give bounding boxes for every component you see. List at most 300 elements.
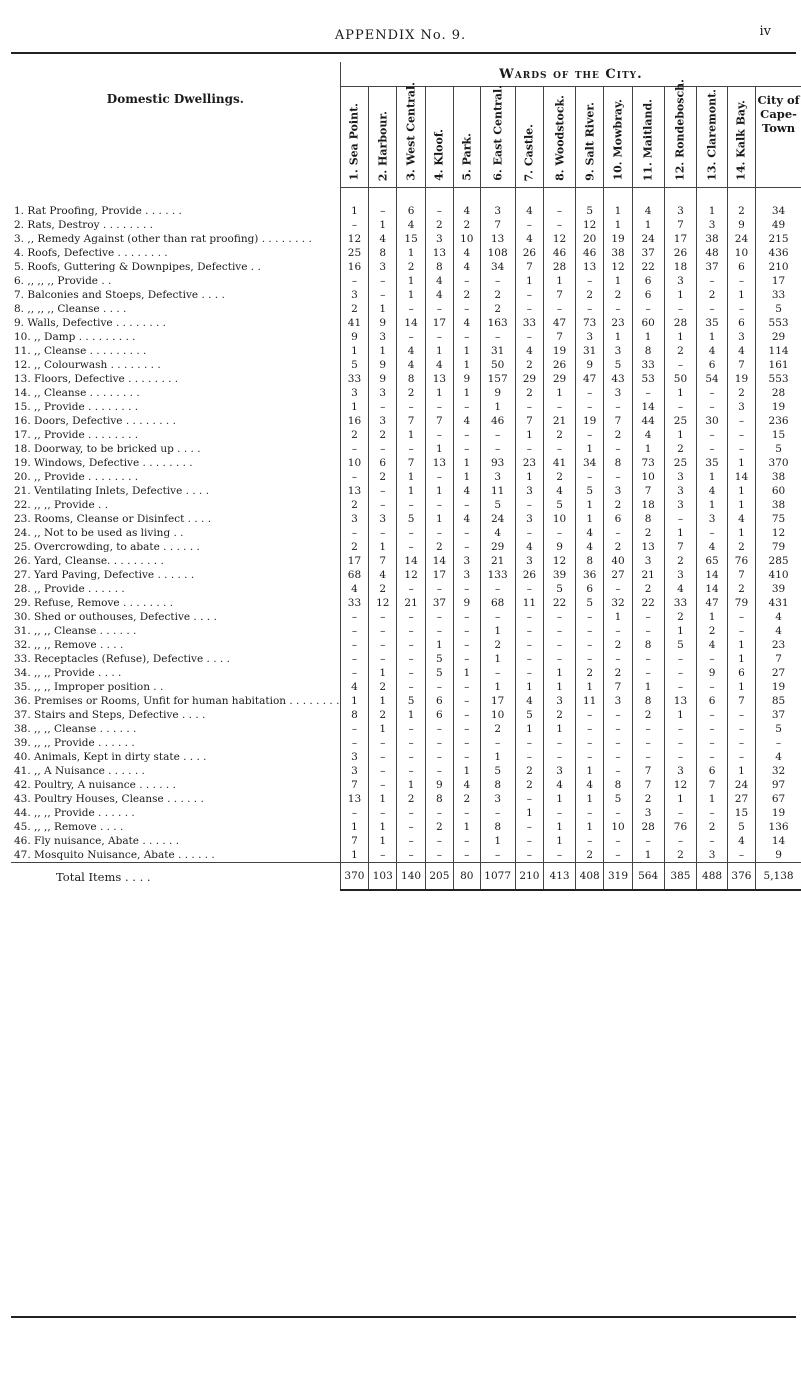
table-cell: – — [576, 806, 604, 820]
table-cell: 6 — [397, 204, 425, 218]
row-total-cell: 19 — [756, 680, 801, 694]
table-cell: – — [632, 750, 664, 764]
table-cell: 3 — [604, 386, 632, 400]
table-row — [11, 246, 801, 260]
table-cell: 6 — [369, 456, 397, 470]
total-cell: 385 — [664, 863, 697, 891]
table-cell: 1 — [515, 470, 543, 484]
table-cell: – — [340, 470, 368, 484]
table-cell: 47 — [544, 316, 576, 330]
table-cell: – — [604, 470, 632, 484]
table-cell: – — [604, 652, 632, 666]
table-cell: – — [544, 638, 576, 652]
table-cell: 18 — [664, 260, 697, 274]
table-cell: – — [544, 302, 576, 316]
table-cell: 12 — [664, 778, 697, 792]
table-cell: 4 — [454, 260, 481, 274]
table-cell: 2 — [604, 288, 632, 302]
table-cell: 2 — [604, 666, 632, 680]
table-cell: 8 — [604, 778, 632, 792]
column-header-label: 8. Woodstock. — [553, 95, 567, 181]
table-row — [11, 358, 801, 372]
row-total-cell: 38 — [756, 470, 801, 484]
table-cell: 4 — [369, 568, 397, 582]
table-cell: 4 — [544, 778, 576, 792]
table-cell: 1 — [664, 624, 697, 638]
row-total-cell: 85 — [756, 694, 801, 708]
table-cell: 3 — [727, 400, 755, 414]
table-cell: 1 — [369, 218, 397, 232]
row-label: 43. Poultry Houses, Cleanse . . . . . . — [14, 793, 204, 805]
table-cell: 2 — [576, 288, 604, 302]
table-cell: 3 — [664, 484, 697, 498]
table-cell: 1 — [454, 470, 481, 484]
row-label: 40. Animals, Kept in dirty state . . . . — [14, 751, 207, 763]
row-total-cell: 33 — [756, 288, 801, 302]
table-cell: 1 — [604, 610, 632, 624]
table-cell: 68 — [340, 568, 368, 582]
table-cell: 1 — [480, 680, 515, 694]
table-cell: 35 — [697, 456, 728, 470]
table-cell: 4 — [697, 638, 728, 652]
table-cell: – — [425, 764, 453, 778]
table-row — [11, 694, 801, 708]
table-cell: 10 — [604, 820, 632, 834]
table-cell: 2 — [544, 470, 576, 484]
table-cell: – — [604, 526, 632, 540]
table-cell: – — [604, 442, 632, 456]
table-cell: 4 — [454, 316, 481, 330]
table-cell: – — [664, 512, 697, 526]
table-cell: – — [480, 736, 515, 750]
row-total-cell: 79 — [756, 540, 801, 554]
row-total-cell: 9 — [756, 848, 801, 863]
table-cell: 17 — [480, 694, 515, 708]
table-row — [11, 834, 801, 848]
row-label: 15. ,, Provide . . . . . . . . — [14, 401, 139, 413]
table-cell: 1 — [454, 386, 481, 400]
row-total-cell: 23 — [756, 638, 801, 652]
table-cell: 1 — [697, 792, 728, 806]
table-cell: 7 — [397, 414, 425, 428]
table-cell: 1 — [544, 820, 576, 834]
table-row — [11, 274, 801, 288]
column-header-label: 3. West Central. — [404, 82, 418, 181]
table-cell: 31 — [576, 344, 604, 358]
table-cell: 12 — [604, 260, 632, 274]
table-cell: – — [454, 610, 481, 624]
table-cell: 2 — [340, 540, 368, 554]
table-cell: – — [515, 820, 543, 834]
table-cell: 3 — [369, 330, 397, 344]
table-cell: 2 — [664, 344, 697, 358]
column-header — [515, 87, 543, 188]
table-cell: – — [515, 792, 543, 806]
table-row — [11, 414, 801, 428]
table-cell: 1 — [544, 834, 576, 848]
table-cell: 1 — [340, 848, 368, 863]
table-cell: 7 — [727, 694, 755, 708]
row-label: 6. ,, ,, ,, Provide . . — [14, 275, 112, 287]
table-cell: 38 — [697, 232, 728, 246]
table-cell: 37 — [425, 596, 453, 610]
table-cell: – — [454, 834, 481, 848]
table-cell: 2 — [340, 302, 368, 316]
table-cell: – — [397, 680, 425, 694]
table-cell: – — [480, 666, 515, 680]
table-cell: 4 — [544, 484, 576, 498]
table-cell: 17 — [340, 554, 368, 568]
table-cell: – — [480, 582, 515, 596]
table-cell: – — [576, 610, 604, 624]
table-cell: – — [515, 638, 543, 652]
table-cell: 25 — [340, 246, 368, 260]
table-cell: 10 — [632, 470, 664, 484]
table-cell: 5 — [480, 764, 515, 778]
table-cell: 4 — [397, 344, 425, 358]
table-cell: 44 — [632, 414, 664, 428]
table-cell: 1 — [340, 344, 368, 358]
table-cell: 16 — [340, 414, 368, 428]
table-cell: 1 — [697, 610, 728, 624]
table-cell: – — [604, 764, 632, 778]
row-total-cell: 17 — [756, 274, 801, 288]
row-label: 9. Walls, Defective . . . . . . . . — [14, 317, 167, 329]
table-cell: – — [454, 652, 481, 666]
column-header-label: 11. Maitland. — [641, 98, 655, 181]
table-cell: 1 — [727, 526, 755, 540]
table-cell: 73 — [632, 456, 664, 470]
table-cell: 1 — [425, 344, 453, 358]
table-cell: – — [515, 288, 543, 302]
row-total-cell: 12 — [756, 526, 801, 540]
table-cell: 3 — [664, 274, 697, 288]
table-cell: 24 — [727, 778, 755, 792]
table-cell: 1 — [480, 624, 515, 638]
table-cell: 5 — [576, 204, 604, 218]
table-cell: – — [480, 428, 515, 442]
table-cell: – — [425, 834, 453, 848]
table-cell: 7 — [544, 330, 576, 344]
table-cell: 1 — [604, 274, 632, 288]
table-row — [11, 456, 801, 470]
table-cell: – — [697, 680, 728, 694]
table-cell: 3 — [369, 512, 397, 526]
table-cell: 1 — [632, 218, 664, 232]
table-cell: – — [397, 652, 425, 666]
total-cell: 1077 — [480, 863, 515, 891]
table-cell: 4 — [454, 246, 481, 260]
table-cell: 2 — [604, 498, 632, 512]
table-cell: – — [664, 722, 697, 736]
table-cell: – — [340, 610, 368, 624]
table-cell: 13 — [340, 484, 368, 498]
table-cell: – — [727, 736, 755, 750]
row-total-cell: 27 — [756, 666, 801, 680]
row-label: 20. ,, Provide . . . . . . . . — [14, 471, 139, 483]
table-cell: – — [604, 302, 632, 316]
table-cell: – — [632, 666, 664, 680]
table-cell: 5 — [480, 498, 515, 512]
table-cell: 7 — [515, 260, 543, 274]
table-row — [11, 498, 801, 512]
table-cell: 2 — [515, 764, 543, 778]
table-cell: 4 — [454, 204, 481, 218]
table-cell: 3 — [515, 512, 543, 526]
table-cell: 2 — [632, 708, 664, 722]
table-cell: – — [397, 638, 425, 652]
table-cell: 36 — [576, 568, 604, 582]
table-cell: 1 — [727, 456, 755, 470]
row-total-cell: 5 — [756, 442, 801, 456]
table-cell: – — [454, 330, 481, 344]
table-cell: 7 — [632, 778, 664, 792]
table-cell: 6 — [576, 582, 604, 596]
table-cell: – — [515, 750, 543, 764]
table-cell: 2 — [425, 820, 453, 834]
table-cell: – — [604, 722, 632, 736]
row-header: Domestic Dwellings. — [106, 92, 244, 106]
table-cell: 1 — [340, 204, 368, 218]
table-row — [11, 232, 801, 246]
table-cell: 25 — [664, 414, 697, 428]
table-cell: 3 — [576, 330, 604, 344]
table-cell: 1 — [515, 680, 543, 694]
table-cell: 3 — [425, 232, 453, 246]
table-cell: 6 — [632, 274, 664, 288]
table-cell: 5 — [544, 498, 576, 512]
table-cell: 5 — [425, 666, 453, 680]
table-cell: 2 — [576, 848, 604, 863]
table-cell: 5 — [340, 358, 368, 372]
table-cell: – — [454, 638, 481, 652]
table-cell: 1 — [576, 442, 604, 456]
table-cell: 13 — [576, 260, 604, 274]
table-cell: 4 — [664, 582, 697, 596]
table-cell: 3 — [544, 764, 576, 778]
row-total-cell: 60 — [756, 484, 801, 498]
table-cell: 24 — [727, 232, 755, 246]
table-cell: 19 — [576, 414, 604, 428]
table-cell: 1 — [515, 722, 543, 736]
total-cell: 205 — [425, 863, 453, 891]
table-cell: 1 — [480, 652, 515, 666]
row-label: 12. ,, Colourwash . . . . . . . . — [14, 359, 161, 371]
table-cell: 3 — [697, 848, 728, 863]
table-cell: 7 — [340, 834, 368, 848]
table-cell: 73 — [576, 316, 604, 330]
table-cell: 5 — [515, 708, 543, 722]
table-cell: – — [632, 834, 664, 848]
row-total-cell: 285 — [756, 554, 801, 568]
table-cell: 8 — [632, 512, 664, 526]
table-cell: 3 — [340, 764, 368, 778]
table-cell: – — [480, 806, 515, 820]
table-cell: 40 — [604, 554, 632, 568]
row-label: 24. ,, Not to be used as living . . — [14, 527, 184, 539]
table-cell: 1 — [369, 344, 397, 358]
total-cell: 140 — [397, 863, 425, 891]
row-total-cell: 67 — [756, 792, 801, 806]
table-cell: 8 — [632, 694, 664, 708]
table-cell: – — [544, 806, 576, 820]
table-cell: 2 — [397, 386, 425, 400]
table-cell: 28 — [544, 260, 576, 274]
table-cell: 27 — [727, 792, 755, 806]
row-label: 25. Overcrowding, to abate . . . . . . — [14, 541, 200, 553]
table-cell: 3 — [340, 750, 368, 764]
table-cell: – — [544, 750, 576, 764]
row-label: 41. ,, A Nuisance . . . . . . — [14, 765, 145, 777]
table-cell: 9 — [697, 666, 728, 680]
row-label: 3. ,, Remedy Against (other than rat proofing) . . . . . . . . — [14, 233, 312, 245]
column-header — [576, 87, 604, 188]
table-cell: 2 — [697, 820, 728, 834]
table-cell: 6 — [697, 358, 728, 372]
table-cell: 2 — [632, 792, 664, 806]
table-cell: – — [664, 652, 697, 666]
table-cell: 30 — [697, 414, 728, 428]
table-cell: 1 — [576, 764, 604, 778]
table-cell: – — [454, 302, 481, 316]
table-cell: 26 — [515, 568, 543, 582]
table-cell: – — [369, 274, 397, 288]
table-cell: 4 — [697, 484, 728, 498]
table-cell: 1 — [397, 484, 425, 498]
table-cell: 14 — [632, 400, 664, 414]
total-row — [11, 863, 801, 891]
table-cell: 8 — [604, 456, 632, 470]
table-cell: 1 — [397, 246, 425, 260]
table-cell: 2 — [664, 610, 697, 624]
row-label: 30. Shed or outhouses, Defective . . . . — [14, 611, 217, 623]
table-cell: 9 — [369, 316, 397, 330]
table-cell: 2 — [369, 470, 397, 484]
table-cell: – — [515, 498, 543, 512]
table-cell: 4 — [425, 274, 453, 288]
table-cell: – — [340, 624, 368, 638]
table-cell: 1 — [397, 428, 425, 442]
table-cell: 11 — [515, 596, 543, 610]
row-label: 10. ,, Damp . . . . . . . . . — [14, 331, 136, 343]
row-total-cell: 431 — [756, 596, 801, 610]
table-cell: – — [697, 428, 728, 442]
table-cell: – — [369, 652, 397, 666]
table-cell: 28 — [632, 820, 664, 834]
table-cell: – — [425, 498, 453, 512]
appendix-title: APPENDIX No. 9. — [334, 28, 467, 43]
table-cell: 2 — [397, 260, 425, 274]
table-cell: 1 — [397, 708, 425, 722]
table-cell: 1 — [544, 386, 576, 400]
table-row — [11, 750, 801, 764]
table-cell: – — [697, 708, 728, 722]
table-cell: 4 — [727, 834, 755, 848]
table-cell: 4 — [576, 540, 604, 554]
table-cell: 1 — [454, 764, 481, 778]
table-cell: – — [369, 750, 397, 764]
table-cell: – — [697, 400, 728, 414]
table-cell: 6 — [425, 694, 453, 708]
table-cell: 1 — [454, 820, 481, 834]
table-cell: – — [697, 526, 728, 540]
table-cell: – — [397, 302, 425, 316]
table-row — [11, 260, 801, 274]
total-cell: 408 — [576, 863, 604, 891]
table-cell: – — [697, 722, 728, 736]
table-cell: 1 — [697, 330, 728, 344]
table-cell: 2 — [604, 638, 632, 652]
table-cell: – — [340, 526, 368, 540]
table-cell: 23 — [604, 316, 632, 330]
table-cell: 3 — [664, 764, 697, 778]
table-cell: 9 — [727, 218, 755, 232]
table-cell: 4 — [454, 512, 481, 526]
table-cell: 2 — [697, 624, 728, 638]
total-cell: 370 — [340, 863, 368, 891]
row-total-cell: 436 — [756, 246, 801, 260]
table-cell: – — [454, 442, 481, 456]
table-cell: 19 — [727, 372, 755, 386]
table-cell: – — [576, 386, 604, 400]
row-total-cell: 34 — [756, 204, 801, 218]
table-cell: 27 — [604, 568, 632, 582]
row-label: 1. Rat Proofing, Provide . . . . . . — [14, 205, 182, 217]
table-cell: – — [397, 540, 425, 554]
table-cell: 7 — [727, 568, 755, 582]
table-cell: – — [697, 750, 728, 764]
table-cell: – — [697, 806, 728, 820]
table-cell: 1 — [544, 722, 576, 736]
table-cell: 1 — [480, 750, 515, 764]
table-cell: 1 — [727, 652, 755, 666]
table-cell: 1 — [664, 386, 697, 400]
table-cell: 7 — [425, 414, 453, 428]
table-cell: – — [425, 680, 453, 694]
row-label: 5. Roofs, Guttering & Downpipes, Defective . . — [14, 261, 261, 273]
table-cell: 20 — [576, 232, 604, 246]
table-cell: 5 — [397, 512, 425, 526]
table-cell: – — [697, 274, 728, 288]
row-label: 16. Doors, Defective . . . . . . . . — [14, 415, 176, 427]
table-cell: 12 — [576, 218, 604, 232]
table-cell: – — [664, 666, 697, 680]
table-cell: 3 — [454, 554, 481, 568]
table-cell: – — [397, 624, 425, 638]
table-cell: 4 — [425, 288, 453, 302]
table-cell: 6 — [697, 694, 728, 708]
table-cell: – — [425, 400, 453, 414]
table-row — [11, 400, 801, 414]
table-cell: – — [454, 526, 481, 540]
table-cell: 2 — [727, 386, 755, 400]
table-cell: 1 — [397, 470, 425, 484]
table-cell: 4 — [454, 778, 481, 792]
table-cell: – — [632, 302, 664, 316]
table-row — [11, 470, 801, 484]
table-cell: 2 — [480, 638, 515, 652]
table-cell: 2 — [515, 386, 543, 400]
table-cell: – — [515, 526, 543, 540]
table-cell: 41 — [544, 456, 576, 470]
table-row — [11, 666, 801, 680]
table-row — [11, 624, 801, 638]
table-cell: 8 — [632, 638, 664, 652]
table-cell: 2 — [480, 722, 515, 736]
table-cell: 54 — [697, 372, 728, 386]
table-cell: 3 — [369, 414, 397, 428]
table-cell: 35 — [697, 316, 728, 330]
